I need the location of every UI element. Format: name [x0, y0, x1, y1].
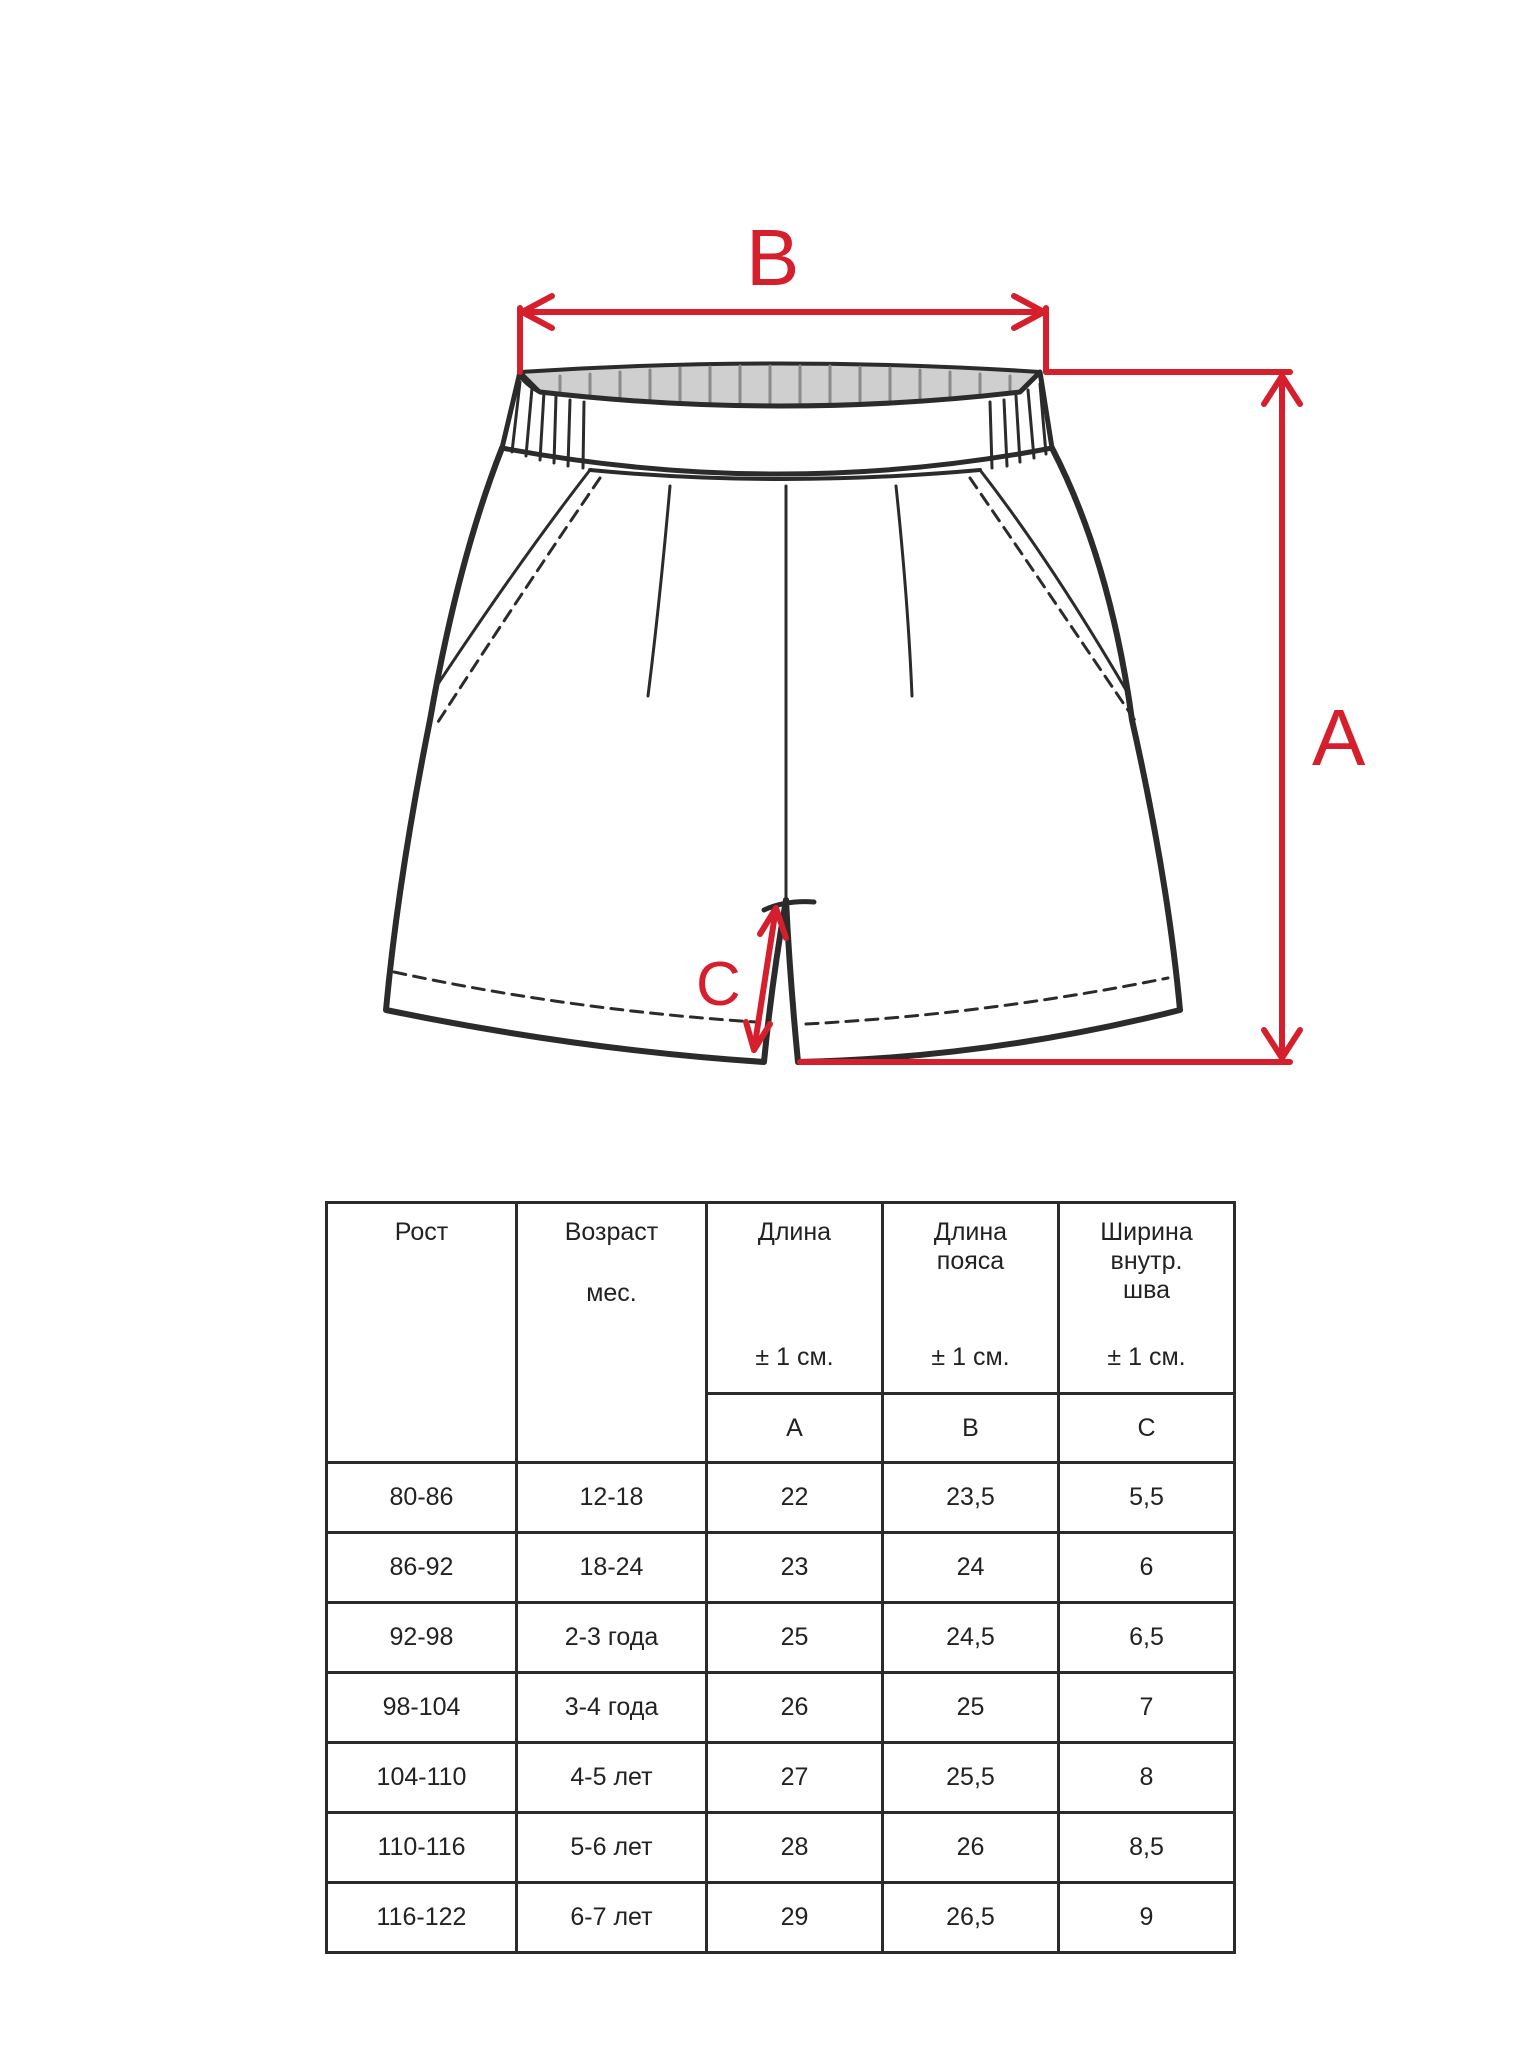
cell-age: 5-6 лет	[517, 1813, 707, 1883]
cell-length: 28	[707, 1813, 883, 1883]
table-row	[327, 1603, 1235, 1673]
cell-inseam-width: 9	[1059, 1883, 1235, 1953]
cell-age: 18-24	[517, 1533, 707, 1603]
cell-inseam-width: 6,5	[1059, 1603, 1235, 1673]
cell-age: 6-7 лет	[517, 1883, 707, 1953]
header-letter-c: C	[1059, 1394, 1235, 1463]
label-b: B	[746, 213, 800, 302]
pocket-left-stitch	[438, 478, 600, 722]
cell-length: 25	[707, 1603, 883, 1673]
cell-waist-length: 26,5	[883, 1883, 1059, 1953]
measure-b-arrow	[520, 296, 1046, 372]
cell-height: 98-104	[327, 1673, 517, 1743]
cell-age: 4-5 лет	[517, 1743, 707, 1813]
table-row	[327, 1463, 1235, 1533]
cell-waist-length: 25	[883, 1673, 1059, 1743]
table-row	[327, 1673, 1235, 1743]
header-age: Возраст мес.	[517, 1203, 707, 1463]
cell-inseam-width: 8	[1059, 1743, 1235, 1813]
header-length: Длина ± 1 см.	[707, 1203, 883, 1394]
size-chart-table	[325, 1201, 1236, 1954]
cell-waist-length: 23,5	[883, 1463, 1059, 1533]
table-row	[327, 1743, 1235, 1813]
cell-height: 80-86	[327, 1463, 517, 1533]
cell-length: 27	[707, 1743, 883, 1813]
cell-height: 116-122	[327, 1883, 517, 1953]
cell-age: 12-18	[517, 1463, 707, 1533]
pleat-right	[896, 486, 912, 696]
cell-height: 104-110	[327, 1743, 517, 1813]
cell-height: 92-98	[327, 1603, 517, 1673]
cell-inseam-width: 5,5	[1059, 1463, 1235, 1533]
cell-inseam-width: 7	[1059, 1673, 1235, 1743]
cell-waist-length: 26	[883, 1813, 1059, 1883]
header-row	[327, 1203, 1235, 1394]
cell-height: 110-116	[327, 1813, 517, 1883]
table-row	[327, 1883, 1235, 1953]
header-inseam-width: Ширина внутр. шва ± 1 см.	[1059, 1203, 1235, 1394]
pleat-left	[648, 486, 670, 696]
table-row	[327, 1533, 1235, 1603]
cell-age: 3-4 года	[517, 1673, 707, 1743]
header-letter-b: B	[883, 1394, 1059, 1463]
hem-stitch-right	[806, 978, 1168, 1024]
cell-length: 23	[707, 1533, 883, 1603]
measure-c-arrow	[746, 908, 786, 1050]
cell-inseam-width: 6	[1059, 1533, 1235, 1603]
header-waist-length: Длина пояса ± 1 см.	[883, 1203, 1059, 1394]
table-row	[327, 1813, 1235, 1883]
cell-length: 22	[707, 1463, 883, 1533]
cell-waist-length: 24	[883, 1533, 1059, 1603]
cell-length: 29	[707, 1883, 883, 1953]
cell-waist-length: 25,5	[883, 1743, 1059, 1813]
cell-inseam-width: 8,5	[1059, 1813, 1235, 1883]
header-height: Рост	[327, 1203, 517, 1463]
cell-length: 26	[707, 1673, 883, 1743]
label-a: A	[1312, 693, 1366, 782]
label-c: C	[696, 950, 741, 1019]
cell-age: 2-3 года	[517, 1603, 707, 1673]
header-letter-a: A	[707, 1394, 883, 1463]
cell-height: 86-92	[327, 1533, 517, 1603]
shorts-right-leg-outline	[786, 448, 1180, 1062]
cell-waist-length: 24,5	[883, 1603, 1059, 1673]
